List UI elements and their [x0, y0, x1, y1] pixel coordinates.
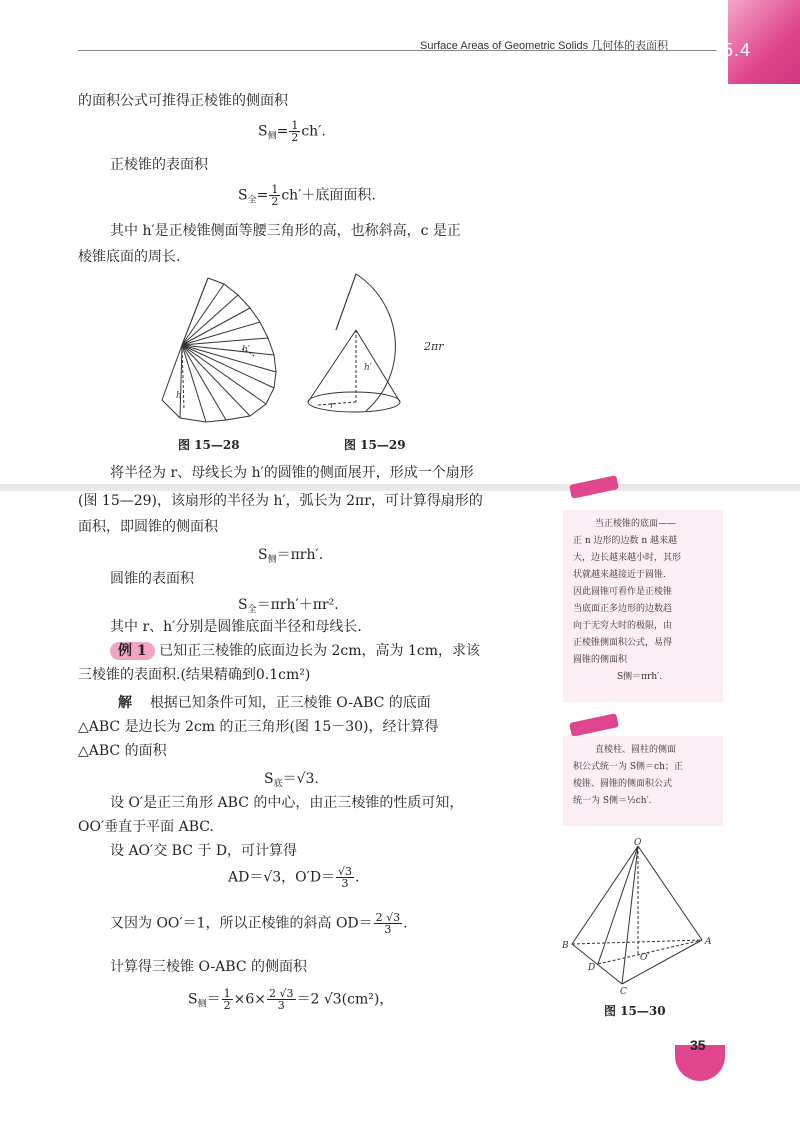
figure-15-30-caption: 图 15—30	[604, 1004, 666, 1018]
paragraph-3-line-1: 其中 h′是正棱锥侧面等腰三角形的高，也称斜高，c 是正	[110, 223, 461, 239]
example-1-line-1	[110, 642, 480, 660]
sidebar-note-1-line: 正棱锥侧面积公式，易得	[573, 638, 673, 648]
fraction	[222, 988, 233, 1011]
figure-15-30-label-A: A	[705, 937, 712, 947]
figure-15-30-label-D: D	[588, 963, 596, 973]
formula-rest: ＝√3.	[282, 771, 319, 787]
formula-symbol: S	[258, 123, 268, 140]
figure-15-30-label-Oprime: O′	[640, 953, 650, 963]
formula-symbol: S	[188, 991, 198, 1008]
fraction	[374, 912, 403, 935]
formula-lateral-result	[188, 988, 393, 1011]
fraction-num: 1	[271, 183, 279, 196]
formula-lateral-pyramid	[258, 120, 326, 143]
figure-15-29-diagram	[300, 270, 470, 430]
figure-15-30-label-C: C	[620, 987, 627, 996]
formula-subscript: 全	[247, 605, 257, 615]
formula-total-pyramid	[238, 184, 376, 207]
sidebar-note-1-line: 因此圆锥可看作是正棱锥	[573, 587, 673, 597]
fraction	[336, 866, 354, 889]
sidebar-note-1-line: 向于无穷大时的极限，由	[573, 621, 673, 631]
formula-rest: ＝2 √3(cm²)，	[296, 991, 394, 1008]
sidebar-note-2-line: 直棱柱、圆柱的侧面	[595, 745, 677, 755]
paragraph-3-line-2: 棱锥底面的周长.	[78, 249, 181, 265]
figure-15-30-diagram	[560, 836, 720, 996]
fraction-den: 2	[223, 999, 231, 1012]
sidebar-note-1-line: 圆锥的侧面积	[573, 655, 628, 665]
example-1-line-2: 三棱锥的表面积.(结果精确到0.1cm²)	[78, 667, 311, 683]
formula-symbol: S	[238, 597, 248, 613]
fraction-den: 2	[271, 195, 279, 208]
formula-rest: ch′.	[301, 123, 326, 140]
formula-subscript: 全	[247, 195, 257, 206]
fraction-den: 2	[291, 131, 299, 144]
formula-text: 又因为 OO′＝1，所以正棱锥的斜高 OD＝	[110, 915, 373, 932]
fraction-den: 3	[341, 877, 349, 890]
formula-rest: .	[403, 915, 408, 932]
sidebar-note-2	[563, 736, 723, 826]
formula-symbol: S	[238, 187, 248, 204]
sidebar-note-1-line: 大，边长越来越小时，其形	[573, 553, 682, 563]
formula-subscript: 侧	[267, 131, 277, 142]
fraction-num: √3	[338, 865, 353, 878]
sidebar-note-1-line: 当正棱锥的底面——	[595, 519, 677, 529]
solution-line-2: △ABC 是边长为 2cm 的正三角形(图 15－30)，经计算得	[78, 719, 439, 735]
fraction-num: 2 √3	[375, 911, 401, 924]
example-1-text: 已知正三棱锥的底面边长为 2cm，高为 1cm，求该	[159, 643, 481, 659]
section-number: 15.4	[712, 40, 752, 60]
formula-total-cone	[238, 594, 339, 615]
paragraph-9	[110, 912, 408, 935]
running-header-title: Surface Areas of Geometric Solids 几何体的表面积	[420, 40, 669, 52]
fraction-num: 2 √3	[268, 987, 294, 1000]
figure-15-30-label-B: B	[562, 941, 569, 951]
formula-rest: ch′＋底面面积.	[281, 187, 376, 204]
formula-eq: =	[256, 187, 269, 204]
paragraph-4-line-1: 将半径为 r、母线长为 h′的圆锥的侧面展开，形成一个扇形	[110, 465, 474, 481]
formula-text: AD＝√3，O′D＝	[228, 869, 336, 886]
sidebar-note-1-line: 状就越来越接近于圆锥.	[573, 570, 666, 580]
solution-line-1-text: 根据已知条件可知，正三棱锥 O-ABC 的底面	[149, 695, 431, 711]
figure-15-28-caption: 图 15—28	[178, 438, 240, 452]
scan-band	[0, 484, 800, 491]
formula-symbol: S	[264, 771, 274, 787]
paragraph-8: 设 AO′交 BC 于 D，可计算得	[110, 843, 298, 859]
fraction-den: 3	[277, 999, 285, 1012]
figure-15-28-label-hprime: h′	[242, 345, 250, 355]
paragraph-10: 计算得三棱锥 O-ABC 的侧面积	[110, 959, 307, 975]
paragraph-6: 其中 r、h′分别是圆锥底面半径和母线长.	[110, 619, 362, 635]
formula-rest: .	[355, 869, 360, 886]
figure-15-29-label-arc: 2πr	[424, 340, 444, 353]
figure-15-29-label-hprime: h′	[364, 363, 372, 373]
paragraph-2: 正棱锥的表面积	[110, 157, 208, 173]
formula-subscript: 底	[273, 779, 283, 789]
example-badge: 例 1	[110, 642, 155, 660]
solution-label: 解	[118, 695, 132, 711]
formula-eq: =	[276, 123, 289, 140]
solution-line-1	[118, 694, 431, 712]
figure-15-28-label-h: h	[176, 391, 182, 401]
sidebar-note-1-line: S侧＝πrh′.	[617, 672, 663, 682]
sidebar-note-1	[563, 510, 723, 702]
page-number: 35	[690, 1037, 706, 1053]
fraction-den: 3	[384, 923, 392, 936]
formula-subscript: 侧	[267, 555, 277, 565]
formula-ad	[228, 866, 360, 889]
fraction	[269, 184, 280, 207]
sidebar-note-2-line: 统一为 S侧＝½ch′.	[573, 796, 652, 806]
figure-15-29-caption: 图 15—29	[344, 438, 406, 452]
paragraph-4-line-3: 面积，即圆锥的侧面积	[78, 519, 218, 535]
sidebar-note-1-line: 当底面正多边形的边数趋	[573, 604, 673, 614]
paragraph-7-line-2: OO′垂直于平面 ABC.	[78, 819, 214, 835]
figure-15-28-diagram	[150, 270, 300, 430]
fraction	[289, 120, 300, 143]
paragraph-5: 圆锥的表面积	[110, 571, 194, 587]
formula-text: ×6×	[233, 991, 266, 1008]
fraction-num: 1	[291, 119, 299, 132]
paragraph-4-line-2: (图 15—29)，该扇形的半径为 h′，弧长为 2πr，可计算得扇形的	[78, 493, 483, 509]
formula-base-area	[264, 768, 319, 789]
figure-15-29-label-r: r	[330, 401, 335, 411]
figure-15-30-label-O: O	[634, 838, 642, 848]
paragraph-7-line-1: 设 O′是正三角形 ABC 的中心，由正三棱锥的性质可知，	[110, 795, 464, 811]
formula-eq: ＝	[206, 991, 221, 1008]
fraction-num: 1	[223, 987, 231, 1000]
sidebar-note-2-line: 棱锥、圆锥的侧面积公式	[573, 779, 673, 789]
formula-rest: ＝πrh′.	[276, 547, 324, 563]
sidebar-brush-mark	[569, 475, 619, 499]
formula-symbol: S	[258, 547, 268, 563]
paragraph-1: 的面积公式可推得正棱锥的侧面积	[78, 93, 288, 109]
solution-line-3: △ABC 的面积	[78, 743, 167, 759]
sidebar-note-2-line: 积公式统一为 S侧＝ch；正	[573, 762, 683, 772]
formula-subscript: 侧	[197, 999, 207, 1010]
sidebar-note-1-line: 正 n 边形的边数 n 越来越	[573, 536, 678, 546]
formula-rest: ＝πrh′＋πr².	[256, 597, 339, 613]
fraction	[267, 988, 296, 1011]
formula-lateral-cone	[258, 544, 323, 565]
sidebar-brush-mark	[569, 713, 619, 737]
